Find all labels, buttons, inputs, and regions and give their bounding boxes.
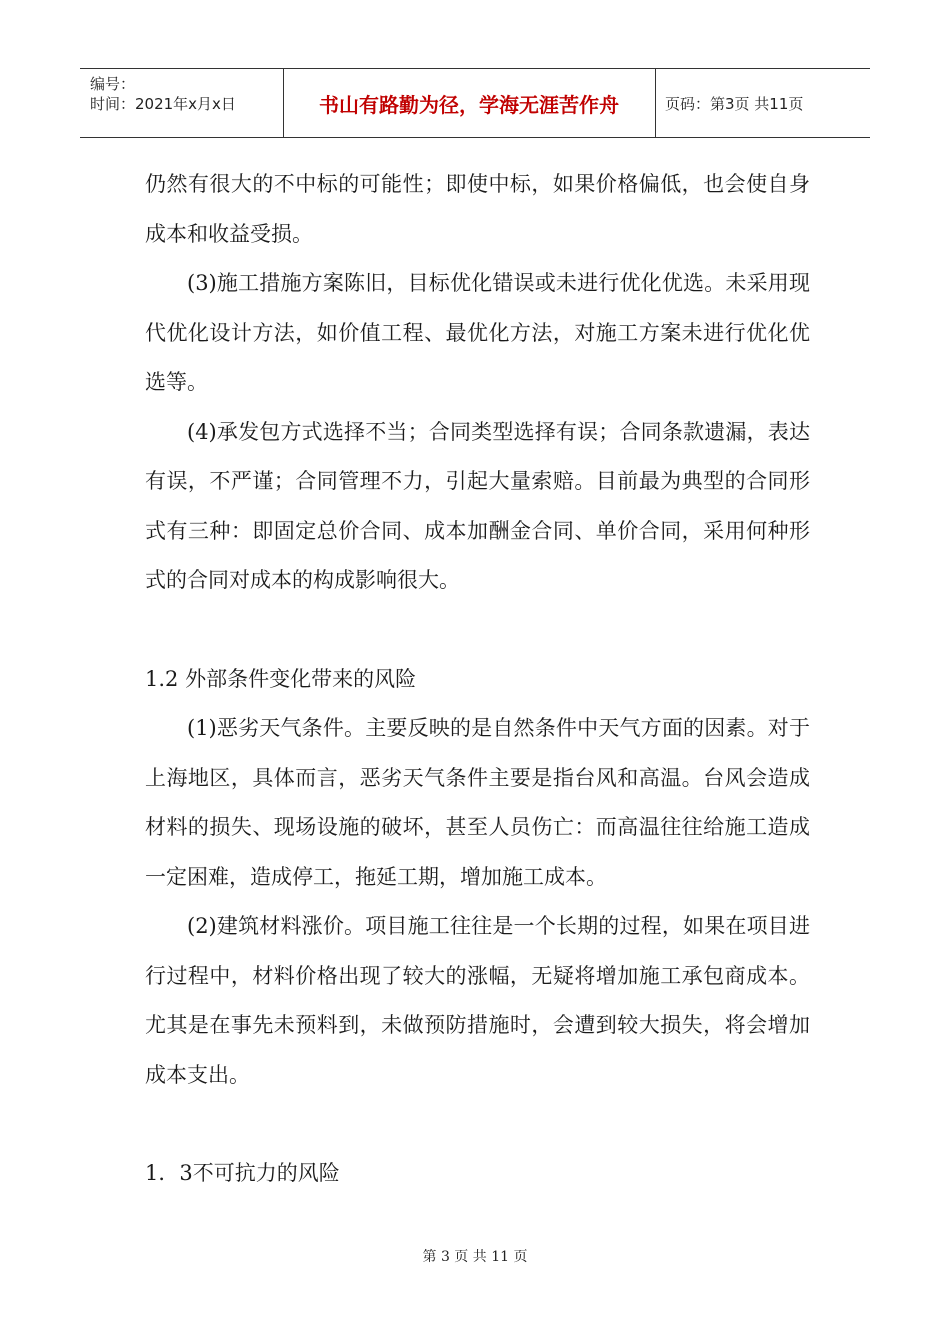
document-header bbox=[80, 68, 870, 138]
page-footer: 第 3 页 共 11 页 bbox=[422, 1249, 528, 1265]
section-heading-1-3: 1．3不可抗力的风险 bbox=[145, 1161, 340, 1185]
header-meta-cell bbox=[80, 69, 284, 137]
paragraph-item-3: (3)施工措施方案陈旧，目标优化错误或未进行优化优选。未采用现代优化设计方法，如价值工程、最优化方法，对施工方案未进行优化优选等。 bbox=[145, 271, 810, 394]
section-heading-1-2: 1.2 外部条件变化带来的风险 bbox=[145, 666, 417, 691]
paragraph-item-4: (4)承发包方式选择不当；合同类型选择有误；合同条款遗漏，表达有误，不严谨；合同管理不力，引起大量索赔。目前最为典型的合同形式有三种：即固定总价合同、成本加酬金合同、单价合同，采用何种形式的合同对成本的构成影响很大。 bbox=[145, 419, 810, 592]
paragraph-weather: (1)恶劣天气条件。主要反映的是自然条件中天气方面的因素。对于上海地区，具体而言，恶劣天气条件主要是指台风和高温。台风会造成材料的损失、现场设施的破坏，甚至人员伤亡：而高温往往给施工造成一定困难，造成停工，拖延工期，增加施工成本。 bbox=[145, 716, 810, 889]
paragraph-continuation: 仍然有很大的不中标的可能性；即使中标，如果价格偏低，也会使自身成本和收益受损。 bbox=[145, 172, 810, 246]
section-spacer bbox=[145, 606, 810, 655]
paragraph-material-price: (2)建筑材料涨价。项目施工往往是一个长期的过程，如果在项目进行过程中，材料价格出现了较大的涨幅，无疑将增加施工承包商成本。尤其是在事先未预料到，未做预防措施时，会遭到较大损失，将会增加成本支出。 bbox=[145, 914, 810, 1087]
header-page-cell bbox=[655, 69, 870, 137]
document-body bbox=[145, 160, 810, 1199]
header-page-code: 页码：第3页 共11页 bbox=[665, 94, 804, 113]
header-number-label: 编号： bbox=[90, 75, 136, 93]
section-spacer bbox=[145, 1100, 810, 1149]
header-slogan: 书山有路勤为径，学海无涯苦作舟 bbox=[319, 92, 619, 117]
header-time-label: 时间：2021年x月x日 bbox=[90, 95, 236, 113]
header-slogan-cell bbox=[283, 69, 656, 137]
